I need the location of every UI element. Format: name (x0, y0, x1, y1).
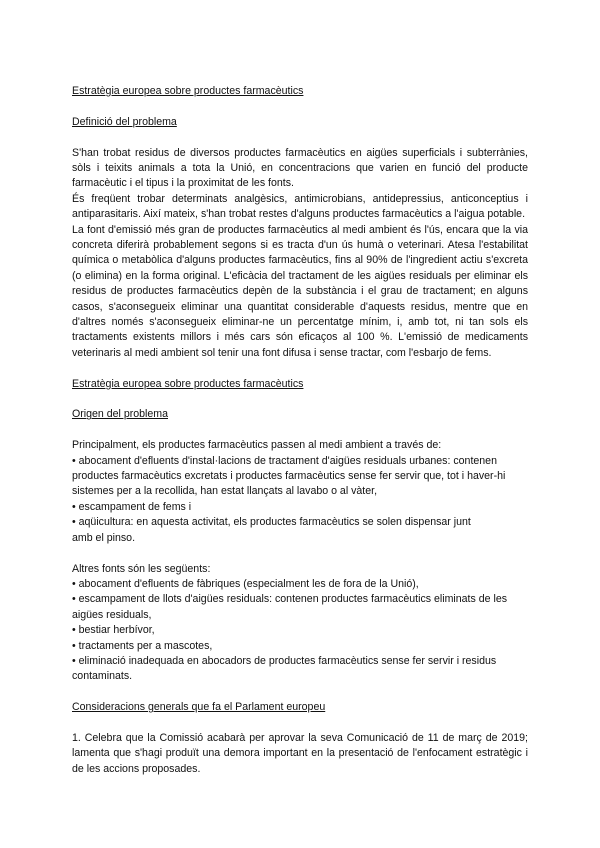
list-item: • escampament de fems i (72, 500, 192, 513)
section1-paragraph-3: La font d'emissió més gran de productes farmacèutics al medi ambient és l'ús, encara que la via concreta diferirà probablement segons si es tracta d'un ús humà o veterinari. Atesa l'estabilitat química o metabòlica d'alguns productes farmacèutics, fins al 90% de l'ingredient actiu s'excreta (o elimina) en la forma original. L'eficàcia del tractament de les aigües residuals per eliminar els residus de productes farmacèutics depèn de la substància i el grau de tractament; en alguns casos, s'aconsegueix eliminar una quantitat considerable d'aquests residus, mentre que en d'altres només s'aconsegueix eliminar-ne un percentatge mínim, i, amb tot, ni tan sols els tractaments existents millors i més cars són eficaços al 100 %. L'emissió de medicaments veterinaris al medi ambient sol tenir una font difusa i sense tractar, com l'esbarjo de fems. (72, 223, 528, 359)
section2-subheading: Origen del problema (72, 408, 168, 421)
section2-intro-2: Altres fonts són les següents: (72, 562, 211, 575)
section2-heading: Estratègia europea sobre productes farmacèutics (72, 377, 304, 390)
section1-subheading: Definició del problema (72, 115, 177, 128)
section1-heading: Estratègia europea sobre productes farmacèutics (72, 85, 304, 97)
list-item: • abocament d'efluents d'instal·lacions de tractament d'aigües residuals urbanes: contenen productes farmacèutics excretats i productes farmacèutics sense fer servir que, tot i haver-hi sistemes per a la recollida, han estat llançats al lavabo o al vàter, (72, 454, 506, 498)
list-item: • bestiar herbívor, (72, 624, 155, 637)
list-item: • abocament d'efluents de fàbriques (especialment les de fora de la Unió), (72, 577, 419, 590)
list-item: • escampament de llots d'aigües residuals: contenen productes farmacèutics eliminats de les aigües residuals, (72, 593, 508, 621)
section3-paragraph: 1. Celebra que la Comissió acabarà per aprovar la seva Comunicació de 11 de març de 2019; lamenta que s'hagi produït una demora important en la presentació de l'enfocament estratègic i de les accions proposades. (72, 731, 528, 775)
list-item: • eliminació inadequada en abocadors de productes farmacèutics sense fer servir i residus contaminats. (72, 654, 497, 683)
list-item: • aqüicultura: en aquesta activitat, els productes farmacèutics se solen dispensar junt amb el pinso. (72, 516, 471, 544)
section3-heading: Consideracions generals que fa el Parlament europeu (72, 701, 326, 714)
section1-paragraph-1: S'han trobat residus de diversos productes farmacèutics en aigües superficials i subterrànies, sòls i teixits animals a tota la Unió, en concentracions que varien en funció del producte farmacèutic i el tipus i la proximitat de les fonts. (72, 146, 528, 190)
section1-paragraph-2: És freqüent trobar determinats analgèsics, antimicrobians, antidepressius, anticonceptius i antiparasitaris. Així mateix, s'han trobat restes d'alguns productes farmacèutics a l'aigua potable. (72, 192, 528, 221)
list-item: • tractaments per a mascotes, (72, 639, 213, 652)
document-page (72, 84, 528, 777)
section2-intro: Principalment, els productes farmacèutics passen al medi ambient a través de: (72, 439, 442, 452)
